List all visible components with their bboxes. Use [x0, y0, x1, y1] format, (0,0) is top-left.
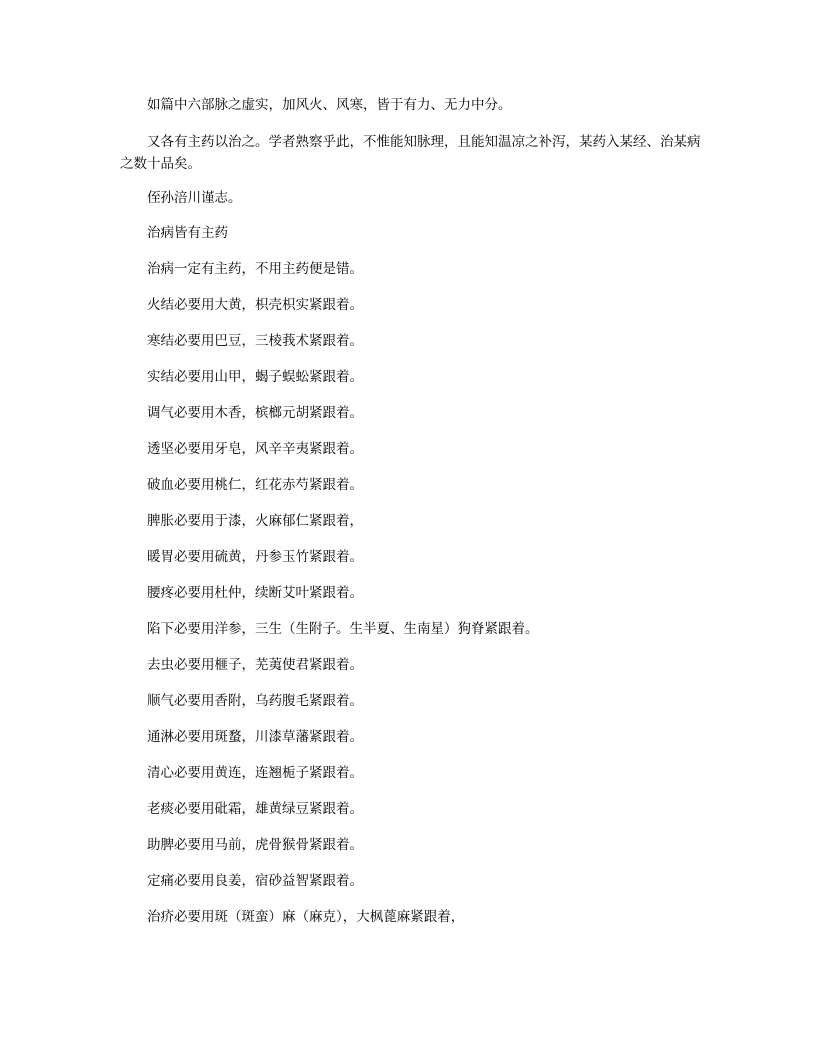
- verse-line-solid: 实结必要用山甲，蝎子蜈蚣紧跟着。: [147, 369, 363, 385]
- verse-line-hard: 透坚必要用牙皂，风辛辛夷紧跟着。: [147, 441, 363, 457]
- verse-line-waist: 腰疼必要用杜仲，续断艾叶紧跟着。: [147, 585, 363, 601]
- paragraph-main-herbs: 又各有主药以治之。学者熟察乎此，不惟能知脉理，且能知温凉之补泻，某药入某经、治某病之数十品矣。: [120, 134, 701, 172]
- verse-line-smooth-qi: 顺气必要用香附，乌药腹毛紧跟着。: [147, 693, 363, 709]
- verse-line-spleen-help: 助脾必要用马前，虎骨猴骨紧跟着。: [147, 837, 363, 853]
- paragraph-principle: 治病一定有主药，不用主药便是错。: [147, 261, 363, 277]
- section-heading: 治病皆有主药: [147, 225, 228, 241]
- verse-line-pain: 定痛必要用良姜，宿砂益智紧跟着。: [147, 873, 363, 889]
- paragraph-signature: 侄孙涪川谨志。: [147, 190, 242, 206]
- verse-line-blood: 破血必要用桃仁，红花赤芍紧跟着。: [147, 477, 363, 493]
- verse-line-spleen-swell: 脾胀必要用于漆，火麻郁仁紧跟着，: [147, 513, 363, 529]
- verse-line-fire: 火结必要用大黄，枳壳枳实紧跟着。: [147, 297, 363, 313]
- verse-line-scabies: 治疥必要用斑（斑蛮）麻（麻克），大枫蓖麻紧跟着，: [147, 909, 465, 925]
- paragraph-pulse-intro: 如篇中六部脉之虚实，加风火、风寒，皆于有力、无力中分。: [147, 97, 512, 113]
- verse-line-urine: 通淋必要用斑蝥，川漆草藩紧跟着。: [147, 729, 363, 745]
- verse-line-stomach: 暖胃必要用硫黄，丹参玉竹紧跟着。: [147, 549, 363, 565]
- verse-line-qi: 调气必要用木香，槟榔元胡紧跟着。: [147, 405, 363, 421]
- verse-line-heart: 清心必要用黄连，连翘栀子紧跟着。: [147, 765, 363, 781]
- verse-line-phlegm: 老痰必要用砒霜，雄黄绿豆紧跟着。: [147, 801, 363, 817]
- verse-line-sinking: 陷下必要用洋参，三生（生附子。生半夏、生南星）狗脊紧跟着。: [147, 621, 539, 637]
- verse-line-cold: 寒结必要用巴豆，三棱莪术紧跟着。: [147, 333, 363, 349]
- verse-line-worms: 去虫必要用榧子，芜荑使君紧跟着。: [147, 657, 363, 673]
